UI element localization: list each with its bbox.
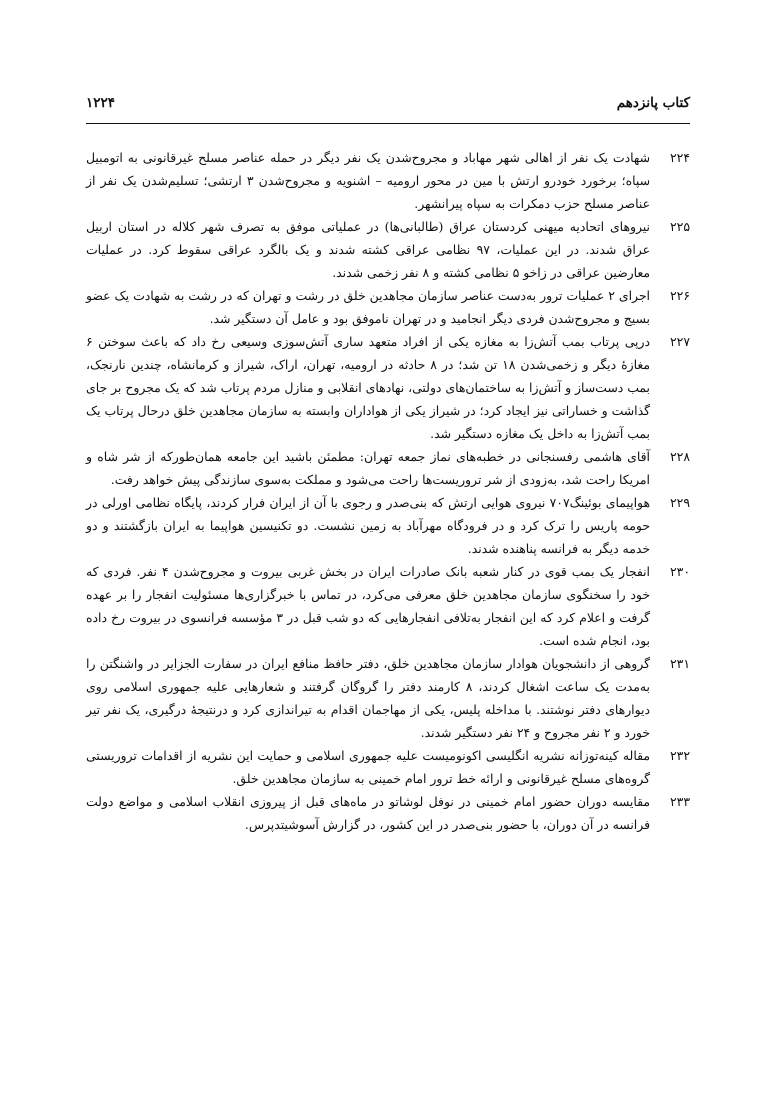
entry-230	[86, 560, 690, 652]
entry-number: ۲۲۵	[670, 219, 690, 234]
entry-number: ۲۳۱	[670, 656, 690, 671]
entry-number: ۲۲۶	[670, 288, 690, 303]
entry-231	[86, 652, 690, 744]
entry-text: آقای هاشمی رفسنجانی در خطبه‌های نماز جمعه تهران: مطمئن باشید این جامعه همان‌طورکه از شر شاه و امریکا راحت شد، به‌زودی از شر تروریست‌ها راحت می‌شود و مملکت به‌سوی سازندگی پیش خواهد رفت.	[86, 449, 650, 487]
entry-text: مقایسه دوران حضور امام خمینی در نوفل لوشاتو در ماه‌های قبل از پیروزی انقلاب اسلامی و مواضع دولت فرانسه در آن دوران، با حضور بنی‌صدر در این کشور، در گزارش آسوشیتدپرس.	[86, 794, 650, 832]
chronology-entries	[86, 146, 690, 836]
entry-text: نیروهای اتحادیه میهنی کردستان عراق (طالبانی‌ها) در عملیاتی موفق به تصرف شهر کلاله در استان اربیل عراق شدند. در این عملیات، ۹۷ نظامی عراقی کشته شدند و یک بالگرد عراقی سقوط کرد. در عملیات معارضین عراقی در زاخو ۵ نظامی کشته و ۸ نفر زخمی شدند.	[86, 219, 650, 280]
entry-233	[86, 790, 690, 836]
entry-227	[86, 330, 690, 445]
entry-number: ۲۲۹	[670, 495, 690, 510]
entry-text: شهادت یک نفر از اهالی شهر مهاباد و مجروح‌شدن یک نفر دیگر در حمله عناصر مسلح غیرقانونی به اتومبیل سپاه؛ برخورد خودرو ارتش با مین در محور ارومیه – اشنویه و مجروح‌شدن ۳ ارتشی؛ تسلیم‌شدن یک نفر از عناصر مسلح حزب دمکرات به سپاه پیرانشهر.	[86, 150, 650, 211]
entry-229	[86, 491, 690, 560]
entry-232	[86, 744, 690, 790]
entry-number: ۲۳۲	[670, 748, 690, 763]
page-number: ۱۲۲۴	[86, 95, 116, 111]
entry-text: گروهی از دانشجویان هوادار سازمان مجاهدین خلق، دفتر حافظ منافع ایران در سفارت الجزایر در واشنگتن را به‌مدت یک ساعت اشغال کردند، ۸ کارمند دفتر را گروگان گرفتند و شعارهایی علیه جمهوری اسلامی روی دیوارهای دفتر نوشتند. با مداخله پلیس، یکی از مهاجمان اقدام به تیراندازی کرد و درنتیجهٔ درگیری، یک نفر تیر خورد و ۲ نفر مجروح و ۲۴ نفر دستگیر شدند.	[86, 656, 651, 740]
entry-number: ۲۲۴	[670, 150, 690, 165]
page-header	[86, 95, 690, 117]
entry-text: مقاله کینه‌توزانه نشریه انگلیسی اکونومیست علیه جمهوری اسلامی و حمایت این نشریه از اقدامات تروریستی گروه‌های مسلح غیرقانونی و ارائه خط ترور امام خمینی به سازمان مجاهدین خلق.	[86, 748, 650, 786]
entry-text: درپی پرتاب بمب آتش‌زا به مغازه یکی از افراد متعهد ساری آتش‌سوزی وسیعی رخ داد که باعث سوختن ۶ مغازهٔ دیگر و زخمی‌شدن ۱۸ تن شد؛ در ۸ حادثه در ارومیه، تهران، اراک، شیراز و کرمانشاه، چندین نارنجک، بمب دست‌ساز و آتش‌زا به ساختمان‌های دولتی، نهادهای انقلابی و منازل مردم پرتاب شد که یک مجروح بر جای گذاشت و خساراتی نیز ایجاد کرد؛ در شیراز یکی از هواداران وابسته به سازمان مجاهدین خلق درحال پرتاب یک بمب آتش‌زا به داخل یک مغازه دستگیر شد.	[86, 334, 650, 441]
entry-text: هواپیمای بوئینگ۷۰۷ نیروی هوایی ارتش که بنی‌صدر و رجوی با آن از ایران فرار کردند، پایگاه نظامی اورلی در حومه پاریس را ترک کرد و در فرودگاه مهرآباد به زمین نشست. دو تکنیسین هواپیما به ایران بازگشتند و دو خدمه دیگر به فرانسه پناهنده شدند.	[86, 495, 650, 556]
entry-224	[86, 146, 690, 215]
entry-225	[86, 215, 690, 284]
book-title: کتاب پانزدهم	[616, 95, 690, 111]
entry-text: اجرای ۲ عملیات ترور به‌دست عناصر سازمان مجاهدین خلق در رشت و تهران که در رشت به شهادت یک عضو بسیج و مجروح‌شدن فردی دیگر انجامید و در تهران ناموفق بود و عامل آن دستگیر شد.	[86, 288, 650, 326]
entry-number: ۲۲۷	[670, 334, 690, 349]
entry-number: ۲۳۳	[670, 794, 690, 809]
entry-226	[86, 284, 690, 330]
entry-number: ۲۲۸	[670, 449, 690, 464]
entry-228	[86, 445, 690, 491]
entry-number: ۲۳۰	[670, 564, 690, 579]
header-divider	[86, 123, 690, 124]
entry-text: انفجار یک بمب قوی در کنار شعبه بانک صادرات ایران در بخش غربی بیروت و مجروح‌شدن ۴ نفر. فردی که خود را سخنگوی سازمان مجاهدین خلق معرفی می‌کرد، در تماس با خبرگزاری‌ها مسئولیت انفجار را بر عهده گرفت و اعلام کرد که این انفجار به‌تلافی انفجارهایی که دو شب قبل در ۳ مؤسسه فرانسوی در بیروت رخ داده بود، انجام شده است.	[86, 564, 650, 648]
